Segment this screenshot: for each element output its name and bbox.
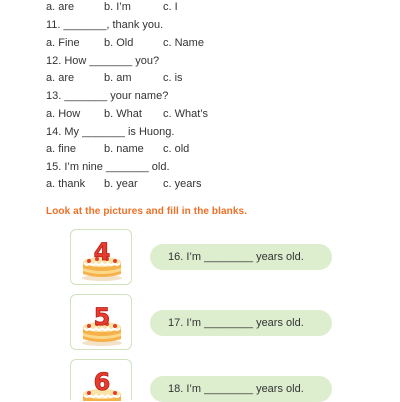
q10-option-b: b. I’m [104,1,131,13]
q11-option-b: b. Old [104,37,134,49]
q12-option-b: b. am [104,72,132,84]
cake-number: 4 [93,238,111,266]
birthday-cake-icon [71,360,133,401]
answer-sentence: 16. I’m ________ years old. [150,244,332,270]
picture-card [70,294,132,350]
birthday-cake-icon [71,295,133,351]
q14-option-a: a. fine [46,143,76,155]
picture-card [70,229,132,285]
q11-option-a: a. Fine [46,37,80,49]
q15-option-b: b. year [104,178,138,190]
section-title: Look at the pictures and fill in the blanks. [46,206,248,217]
q14-prompt: 14. My _______ is Huong. [46,126,175,138]
picture-card [70,359,132,400]
q13-option-c: c. What’s [163,108,209,120]
q15-prompt: 15. I’m nine _______ old. [46,161,170,173]
answer-sentence: 18. I’m ________ years old. [150,376,332,402]
q14-option-c: c. old [163,143,190,155]
q10-option-a: a. are [46,1,75,13]
q11-option-c: c. Name [163,37,204,49]
q12-option-a: a. are [46,72,75,84]
q10-option-c: c. I [163,1,178,13]
q12-prompt: 12. How _______ you? [46,55,160,67]
cake-number: 6 [93,368,111,396]
q13-option-b: b. What [104,108,142,120]
q15-option-a: a. thank [46,178,86,190]
q13-prompt: 13. _______ your name? [46,90,169,102]
q12-option-c: c. is [163,72,183,84]
q11-prompt: 11. _______, thank you. [46,19,164,31]
birthday-cake-icon [71,230,133,286]
cake-number: 5 [93,303,111,331]
answer-sentence: 17. I’m ________ years old. [150,310,332,336]
q15-option-c: c. years [163,178,202,190]
q14-option-b: b. name [104,143,144,155]
q13-option-a: a. How [46,108,81,120]
